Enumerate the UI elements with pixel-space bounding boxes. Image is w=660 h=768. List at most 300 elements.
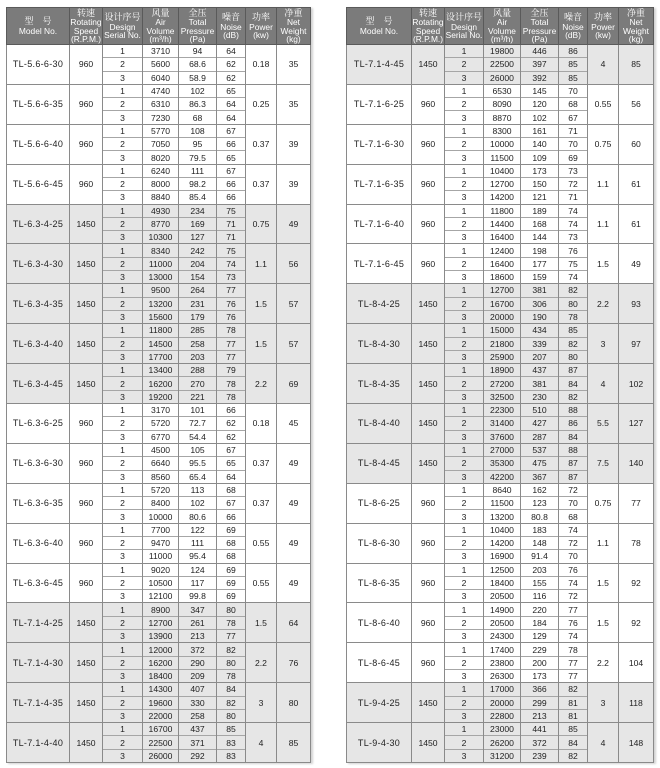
pressure-cell: 80.8 — [521, 510, 559, 523]
pressure-cell: 230 — [521, 390, 559, 403]
pressure-cell: 173 — [521, 669, 559, 682]
column-header-en: Volume — [146, 25, 175, 36]
air-volume-cell: 10000 — [484, 138, 521, 151]
noise-cell: 78 — [559, 643, 588, 656]
noise-cell: 68 — [217, 550, 246, 563]
speed-cell: 960 — [70, 443, 103, 483]
pressure-cell: 111 — [179, 536, 217, 549]
column-header-weight — [277, 8, 311, 45]
weight-cell: 127 — [619, 404, 654, 444]
noise-cell: 72 — [559, 536, 588, 549]
noise-cell: 76 — [217, 297, 246, 310]
column-header-weight — [619, 8, 654, 45]
weight-cell: 92 — [619, 603, 654, 643]
weight-cell: 39 — [277, 164, 311, 204]
serial-cell: 2 — [445, 497, 484, 510]
speed-cell: 1450 — [70, 284, 103, 324]
noise-cell: 64 — [217, 111, 246, 124]
pressure-cell: 95.4 — [179, 550, 217, 563]
air-volume-cell: 17700 — [143, 350, 179, 363]
column-header-zh: 型 号 — [365, 16, 393, 27]
weight-cell: 85 — [277, 723, 311, 763]
serial-cell: 1 — [445, 443, 484, 456]
speed-cell: 960 — [70, 563, 103, 603]
pressure-cell: 86.3 — [179, 98, 217, 111]
model-cell: TL-8-6-30 — [347, 523, 412, 563]
pressure-cell: 121 — [521, 191, 559, 204]
pressure-cell: 79.5 — [179, 151, 217, 164]
serial-cell: 3 — [103, 390, 143, 403]
pressure-cell: 162 — [521, 483, 559, 496]
air-volume-cell: 5720 — [143, 417, 179, 430]
pressure-cell: 102 — [179, 497, 217, 510]
noise-cell: 69 — [559, 151, 588, 164]
serial-cell: 3 — [445, 191, 484, 204]
speed-cell: 1450 — [412, 45, 445, 85]
noise-cell: 82 — [559, 284, 588, 297]
model-cell: TL-6.3-4-25 — [7, 204, 70, 244]
pressure-cell: 116 — [521, 590, 559, 603]
air-volume-cell: 16400 — [484, 257, 521, 270]
table-row — [347, 204, 654, 217]
column-header-power — [246, 8, 277, 45]
serial-cell: 1 — [103, 643, 143, 656]
model-cell: TL-7.1-4-30 — [7, 643, 70, 683]
weight-cell: 49 — [277, 523, 311, 563]
air-volume-cell: 5770 — [143, 124, 179, 137]
speed-cell: 960 — [70, 124, 103, 164]
noise-cell: 68 — [217, 483, 246, 496]
speed-cell: 960 — [412, 603, 445, 643]
air-volume-cell: 11000 — [143, 257, 179, 270]
power-cell: 1.5 — [246, 284, 277, 324]
pressure-cell: 299 — [521, 696, 559, 709]
air-volume-cell: 22300 — [484, 404, 521, 417]
noise-cell: 67 — [559, 111, 588, 124]
pressure-cell: 105 — [179, 443, 217, 456]
pressure-cell: 173 — [521, 164, 559, 177]
serial-cell: 1 — [445, 563, 484, 576]
air-volume-cell: 8840 — [143, 191, 179, 204]
power-cell: 0.55 — [588, 84, 619, 124]
serial-cell: 2 — [445, 257, 484, 270]
power-cell: 1.5 — [588, 563, 619, 603]
power-cell: 1.1 — [588, 204, 619, 244]
air-volume-cell: 22800 — [484, 709, 521, 722]
noise-cell: 64 — [217, 98, 246, 111]
serial-cell: 3 — [445, 550, 484, 563]
air-volume-cell: 7700 — [143, 523, 179, 536]
column-header-model — [347, 8, 412, 45]
pressure-cell: 113 — [179, 483, 217, 496]
noise-cell: 80 — [217, 656, 246, 669]
serial-cell: 2 — [103, 98, 143, 111]
noise-cell: 74 — [559, 523, 588, 536]
air-volume-cell: 16900 — [484, 550, 521, 563]
column-header-en: Total — [530, 17, 549, 28]
pressure-cell: 366 — [521, 683, 559, 696]
serial-cell: 3 — [445, 590, 484, 603]
serial-cell: 1 — [445, 404, 484, 417]
power-cell: 4 — [246, 723, 277, 763]
air-volume-cell: 20500 — [484, 590, 521, 603]
pressure-cell: 347 — [179, 603, 217, 616]
noise-cell: 70 — [559, 550, 588, 563]
weight-cell: 35 — [277, 45, 311, 85]
column-header-en: Noise — [220, 21, 242, 32]
noise-cell: 69 — [217, 563, 246, 576]
column-header-en: Air — [155, 17, 166, 28]
air-volume-cell: 37600 — [484, 430, 521, 443]
noise-cell: 70 — [559, 84, 588, 97]
weight-cell: 57 — [277, 324, 311, 364]
pressure-cell: 441 — [521, 723, 559, 736]
model-cell: TL-8-4-30 — [347, 324, 412, 364]
pressure-cell: 140 — [521, 138, 559, 151]
column-header-en: Speed — [415, 25, 441, 36]
air-volume-cell: 4740 — [143, 84, 179, 97]
model-cell: TL-7.1-6-30 — [347, 124, 412, 164]
weight-cell: 140 — [619, 443, 654, 483]
table-row — [7, 483, 311, 496]
column-header-zh: 净重 — [626, 7, 645, 18]
model-cell: TL-7.1-6-45 — [347, 244, 412, 284]
serial-cell: 3 — [103, 430, 143, 443]
power-cell: 7.5 — [588, 443, 619, 483]
weight-cell: 69 — [277, 364, 311, 404]
weight-cell: 97 — [619, 324, 654, 364]
model-cell: TL-6.3-6-40 — [7, 523, 70, 563]
model-cell: TL-6.3-6-35 — [7, 483, 70, 523]
power-cell: 0.55 — [246, 523, 277, 563]
model-cell: TL-7.1-4-45 — [347, 45, 412, 85]
pressure-cell: 203 — [521, 563, 559, 576]
noise-cell: 80 — [217, 709, 246, 722]
pressure-cell: 221 — [179, 390, 217, 403]
serial-cell: 1 — [445, 164, 484, 177]
air-volume-cell: 9020 — [143, 563, 179, 576]
pressure-cell: 144 — [521, 231, 559, 244]
pressure-cell: 145 — [521, 84, 559, 97]
serial-cell: 2 — [103, 656, 143, 669]
pressure-cell: 108 — [179, 124, 217, 137]
column-header-zh: 风量 — [151, 7, 170, 18]
column-header-en: (dB) — [223, 29, 239, 40]
pressure-cell: 111 — [179, 164, 217, 177]
header-row — [347, 8, 654, 45]
pressure-cell: 306 — [521, 297, 559, 310]
serial-cell: 2 — [103, 58, 143, 71]
air-volume-cell: 15600 — [143, 310, 179, 323]
table-row — [347, 84, 654, 97]
noise-cell: 71 — [559, 124, 588, 137]
pressure-cell: 148 — [521, 536, 559, 549]
noise-cell: 74 — [217, 257, 246, 270]
air-volume-cell: 14300 — [143, 683, 179, 696]
serial-cell: 2 — [103, 138, 143, 151]
noise-cell: 71 — [559, 191, 588, 204]
serial-cell: 2 — [445, 58, 484, 71]
weight-cell: 77 — [619, 483, 654, 523]
noise-cell: 88 — [559, 443, 588, 456]
serial-cell: 2 — [445, 696, 484, 709]
pressure-cell: 123 — [521, 497, 559, 510]
air-volume-cell: 23000 — [484, 723, 521, 736]
power-cell: 1.1 — [588, 523, 619, 563]
pressure-cell: 68 — [179, 111, 217, 124]
column-header-en: Weight — [623, 25, 649, 36]
power-cell: 1.5 — [246, 603, 277, 643]
air-volume-cell: 8300 — [484, 124, 521, 137]
serial-cell: 1 — [445, 244, 484, 257]
noise-cell: 74 — [559, 217, 588, 230]
column-header-en: Model No. — [18, 25, 58, 36]
power-cell: 2.2 — [588, 284, 619, 324]
noise-cell: 69 — [217, 590, 246, 603]
pressure-cell: 381 — [521, 284, 559, 297]
model-cell: TL-6.3-4-35 — [7, 284, 70, 324]
table-row — [347, 603, 654, 616]
noise-cell: 78 — [217, 324, 246, 337]
noise-cell: 78 — [559, 310, 588, 323]
noise-cell: 85 — [559, 71, 588, 84]
model-cell: TL-8-6-35 — [347, 563, 412, 603]
column-header-zh: 转速 — [418, 7, 437, 18]
column-header-zh: 噪音 — [221, 12, 240, 23]
column-header-noise — [217, 8, 246, 45]
air-volume-cell: 10400 — [484, 164, 521, 177]
serial-cell: 3 — [103, 630, 143, 643]
noise-cell: 71 — [217, 231, 246, 244]
noise-cell: 87 — [559, 470, 588, 483]
pressure-cell: 91.4 — [521, 550, 559, 563]
pressure-cell: 258 — [179, 337, 217, 350]
speed-cell: 960 — [412, 523, 445, 563]
weight-cell: 49 — [277, 563, 311, 603]
noise-cell: 76 — [559, 563, 588, 576]
speed-cell: 1450 — [412, 443, 445, 483]
air-volume-cell: 7230 — [143, 111, 179, 124]
noise-cell: 65 — [217, 84, 246, 97]
serial-cell: 2 — [103, 417, 143, 430]
serial-cell: 2 — [445, 337, 484, 350]
noise-cell: 82 — [559, 749, 588, 762]
pressure-cell: 203 — [179, 350, 217, 363]
column-header-en: Pressure — [522, 25, 557, 36]
noise-cell: 84 — [559, 377, 588, 390]
air-volume-cell: 8640 — [484, 483, 521, 496]
column-header-en: Power — [249, 21, 273, 32]
speed-cell: 960 — [412, 563, 445, 603]
noise-cell: 85 — [559, 324, 588, 337]
air-volume-cell: 8870 — [484, 111, 521, 124]
column-header-en: Weight — [280, 25, 307, 36]
model-cell: TL-7.1-6-35 — [347, 164, 412, 204]
column-header-zh: 功率 — [593, 12, 612, 23]
noise-cell: 70 — [559, 138, 588, 151]
air-volume-cell: 15000 — [484, 324, 521, 337]
pressure-cell: 209 — [179, 669, 217, 682]
air-volume-cell: 20000 — [484, 696, 521, 709]
noise-cell: 64 — [217, 470, 246, 483]
serial-cell: 3 — [103, 111, 143, 124]
column-header-en: Model No. — [359, 25, 399, 36]
noise-cell: 62 — [217, 58, 246, 71]
pressure-cell: 154 — [179, 271, 217, 284]
air-volume-cell: 8000 — [143, 177, 179, 190]
pressure-cell: 372 — [179, 643, 217, 656]
pressure-cell: 169 — [179, 217, 217, 230]
pressure-cell: 242 — [179, 244, 217, 257]
serial-cell: 1 — [103, 84, 143, 97]
table-row — [7, 563, 311, 576]
serial-cell: 3 — [103, 271, 143, 284]
column-header-zh: 型 号 — [24, 16, 52, 27]
pressure-cell: 95 — [179, 138, 217, 151]
column-header-zh: 功率 — [251, 12, 270, 23]
air-volume-cell: 10400 — [484, 523, 521, 536]
air-volume-cell: 16200 — [143, 656, 179, 669]
serial-cell: 1 — [103, 284, 143, 297]
air-volume-cell: 22500 — [143, 736, 179, 749]
noise-cell: 84 — [217, 683, 246, 696]
power-cell: 3 — [588, 324, 619, 364]
noise-cell: 80 — [559, 297, 588, 310]
air-volume-cell: 25900 — [484, 350, 521, 363]
speed-cell: 960 — [412, 84, 445, 124]
serial-cell: 2 — [103, 257, 143, 270]
pressure-cell: 234 — [179, 204, 217, 217]
noise-cell: 87 — [559, 457, 588, 470]
speed-cell: 1450 — [412, 364, 445, 404]
weight-cell: 56 — [619, 84, 654, 124]
column-header-en: (kw) — [253, 29, 269, 40]
serial-cell: 3 — [445, 310, 484, 323]
noise-cell: 74 — [559, 630, 588, 643]
column-header-speed — [412, 8, 445, 45]
speed-cell: 960 — [70, 523, 103, 563]
air-volume-cell: 6040 — [143, 71, 179, 84]
pressure-cell: 58.9 — [179, 71, 217, 84]
air-volume-cell: 20000 — [484, 310, 521, 323]
noise-cell: 74 — [559, 204, 588, 217]
weight-cell: 61 — [619, 164, 654, 204]
model-cell: TL-9-4-25 — [347, 683, 412, 723]
pressure-cell: 381 — [521, 377, 559, 390]
column-header-power — [588, 8, 619, 45]
model-cell: TL-8-4-40 — [347, 404, 412, 444]
air-volume-cell: 12700 — [143, 616, 179, 629]
power-cell: 2.2 — [588, 643, 619, 683]
pressure-cell: 98.2 — [179, 177, 217, 190]
serial-cell: 3 — [445, 231, 484, 244]
model-cell: TL-8-6-40 — [347, 603, 412, 643]
model-cell: TL-8-4-35 — [347, 364, 412, 404]
weight-cell: 148 — [619, 723, 654, 763]
column-header-en: Total — [188, 17, 207, 28]
noise-cell: 77 — [559, 669, 588, 682]
pressure-cell: 510 — [521, 404, 559, 417]
power-cell: 0.75 — [588, 124, 619, 164]
air-volume-cell: 31200 — [484, 749, 521, 762]
air-volume-cell: 12000 — [143, 643, 179, 656]
serial-cell: 1 — [103, 683, 143, 696]
air-volume-cell: 13400 — [143, 364, 179, 377]
air-volume-cell: 26200 — [484, 736, 521, 749]
noise-cell: 85 — [217, 723, 246, 736]
table-row — [347, 45, 654, 58]
serial-cell: 2 — [103, 736, 143, 749]
weight-cell: 57 — [277, 284, 311, 324]
serial-cell: 2 — [103, 297, 143, 310]
power-cell: 0.55 — [246, 563, 277, 603]
speed-cell: 1450 — [70, 324, 103, 364]
serial-cell: 1 — [103, 563, 143, 576]
pressure-cell: 213 — [179, 630, 217, 643]
column-header-en: (R.P.M.) — [412, 33, 444, 44]
serial-cell: 2 — [103, 457, 143, 470]
air-volume-cell: 7050 — [143, 138, 179, 151]
fan-spec-table-right — [346, 7, 654, 763]
serial-cell: 3 — [445, 630, 484, 643]
air-volume-cell: 14400 — [484, 217, 521, 230]
model-cell: TL-5.6-6-35 — [7, 84, 70, 124]
serial-cell: 2 — [445, 417, 484, 430]
model-cell: TL-9-4-30 — [347, 723, 412, 763]
air-volume-cell: 10300 — [143, 231, 179, 244]
table-row — [7, 244, 311, 257]
table-row — [7, 643, 311, 656]
weight-cell: 78 — [619, 523, 654, 563]
power-cell: 4 — [588, 723, 619, 763]
serial-cell: 3 — [103, 470, 143, 483]
table-row — [347, 443, 654, 456]
air-volume-cell: 11500 — [484, 151, 521, 164]
noise-cell: 64 — [217, 45, 246, 58]
noise-cell: 66 — [217, 177, 246, 190]
noise-cell: 66 — [217, 404, 246, 417]
table-row — [7, 443, 311, 456]
table-row — [7, 683, 311, 696]
pressure-cell: 200 — [521, 656, 559, 669]
pressure-cell: 184 — [521, 616, 559, 629]
serial-cell: 2 — [445, 656, 484, 669]
air-volume-cell: 10500 — [143, 576, 179, 589]
noise-cell: 80 — [217, 603, 246, 616]
column-header-zh: 设计序号 — [445, 12, 482, 23]
pressure-cell: 124 — [179, 563, 217, 576]
air-volume-cell: 8340 — [143, 244, 179, 257]
column-header-en: Power — [591, 21, 615, 32]
pressure-cell: 407 — [179, 683, 217, 696]
air-volume-cell: 6530 — [484, 84, 521, 97]
noise-cell: 73 — [559, 231, 588, 244]
air-volume-cell: 19800 — [484, 45, 521, 58]
weight-cell: 64 — [277, 603, 311, 643]
serial-cell: 3 — [445, 430, 484, 443]
column-header-en: (R.P.M.) — [70, 33, 102, 44]
serial-cell: 2 — [445, 138, 484, 151]
serial-cell: 1 — [445, 523, 484, 536]
air-volume-cell: 16700 — [484, 297, 521, 310]
air-volume-cell: 16200 — [143, 377, 179, 390]
column-header-en: Serial No. — [104, 29, 141, 40]
column-header-en: Design — [450, 21, 478, 32]
pressure-cell: 204 — [179, 257, 217, 270]
speed-cell: 1450 — [70, 643, 103, 683]
pressure-cell: 190 — [521, 310, 559, 323]
pressure-cell: 65.4 — [179, 470, 217, 483]
